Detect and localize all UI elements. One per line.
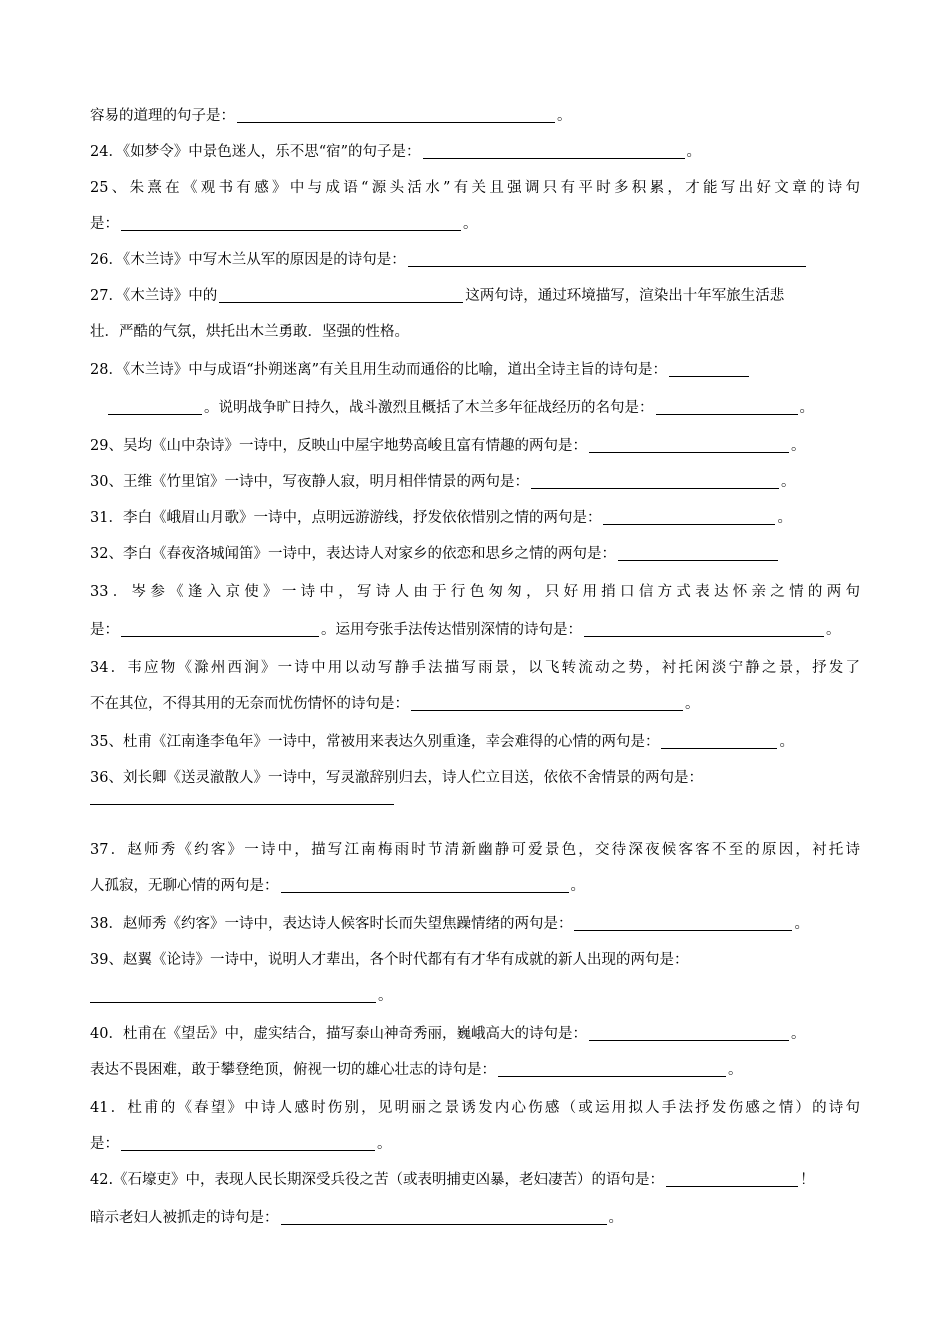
question-35 <box>90 732 860 752</box>
question-41-line2 <box>90 1134 860 1154</box>
question-text: 24．《如梦令》中景色迷人，乐不思“宿”的句子是： <box>90 144 421 160</box>
question-33 <box>90 582 860 602</box>
question-25 <box>90 178 860 198</box>
question-text: 表达不畏困难，敢于攀登绝顶，俯视一切的雄心壮志的诗句是： <box>90 1062 496 1078</box>
answer-blank[interactable] <box>121 620 319 637</box>
question-text: 。 <box>378 988 393 1004</box>
question-text: 26．《木兰诗》中写木兰从军的原因是的诗句是： <box>90 252 406 268</box>
question-38 <box>90 914 860 934</box>
answer-blank[interactable] <box>281 1208 607 1225</box>
question-32 <box>90 544 860 564</box>
question-text: 是： <box>90 216 119 232</box>
question-40 <box>90 1024 860 1044</box>
question-text: 31．李白《峨眉山月歌》一诗中，点明远游游线，抒发依依惜别之情的两句是： <box>90 510 602 526</box>
question-text: 41．杜甫的《春望》中诗人感时伤别，见明丽之景诱发内心伤感（或运用拟人手法抒发伤感之情）的诗句 <box>90 1100 860 1116</box>
question-28 <box>90 360 860 380</box>
question-text: 。 <box>463 216 478 232</box>
question-33-line2 <box>90 620 860 640</box>
answer-blank[interactable] <box>90 804 394 805</box>
question-37-line2 <box>90 876 860 896</box>
question-text: 是： <box>90 622 119 638</box>
question-39 <box>90 950 860 970</box>
answer-blank[interactable] <box>618 544 778 561</box>
question-31 <box>90 508 860 528</box>
answer-blank[interactable] <box>408 250 806 267</box>
question-text: 。 <box>685 696 700 712</box>
question-39-line2 <box>90 986 860 1006</box>
answer-blank[interactable] <box>281 876 569 893</box>
question-text: 。 <box>728 1062 743 1078</box>
answer-blank[interactable] <box>121 1134 375 1151</box>
question-text: ！ <box>800 1172 815 1188</box>
question-26 <box>90 250 860 270</box>
question-text: 30、王维《竹里馆》一诗中，写夜静人寂，明月相伴情景的两句是： <box>90 474 529 490</box>
answer-blank[interactable] <box>423 142 685 159</box>
answer-blank[interactable] <box>656 398 798 415</box>
question-text: 。 <box>557 108 572 124</box>
question-28-line2 <box>106 398 860 418</box>
question-text: 34．韦应物《滁州西涧》一诗中用以动写静手法描写雨景，以飞转流动之势，衬托闲淡宁静之景，抒发了 <box>90 660 860 676</box>
question-23-continuation <box>90 106 860 126</box>
answer-blank[interactable] <box>90 986 376 1003</box>
answer-blank[interactable] <box>661 732 777 749</box>
question-text: 。 <box>608 1210 623 1226</box>
question-30 <box>90 472 860 492</box>
question-text: 42.《石壕吏》中，表现人民长期深受兵役之苦（或表明捕吏凶暴，老妇凄苦）的语句是： <box>90 1172 665 1188</box>
question-text: 25、朱熹在《观书有感》中与成语“源头活水”有关且强调只有平时多积累，才能写出好文章的诗句 <box>90 180 860 196</box>
answer-blank[interactable] <box>669 360 749 377</box>
answer-blank[interactable] <box>603 508 775 525</box>
question-text: 。 <box>777 510 792 526</box>
answer-blank[interactable] <box>589 436 789 453</box>
question-24 <box>90 142 860 162</box>
question-text: 40．杜甫在《望岳》中，虚实结合，描写泰山神奇秀丽，巍峨高大的诗句是： <box>90 1026 587 1042</box>
question-34-line2 <box>90 694 860 714</box>
question-text: 37．赵师秀《约客》一诗中，描写江南梅雨时节清新幽静可爱景色，交待深夜候客客不至的原因，衬托诗 <box>90 842 860 858</box>
question-text: 。运用夸张手法传达惜别深情的诗句是： <box>321 622 582 638</box>
question-40-line2 <box>90 1060 860 1080</box>
answer-blank[interactable] <box>584 620 824 637</box>
question-text: 不在其位，不得其用的无奈而忧伤情怀的诗句是： <box>90 696 409 712</box>
question-42 <box>90 1170 860 1190</box>
question-text: 33．岑参《逢入京使》一诗中，写诗人由于行色匆匆，只好用捎口信方式表达怀亲之情的两句 <box>90 584 860 600</box>
question-text: 。 <box>686 144 702 160</box>
question-42-line2 <box>90 1208 860 1228</box>
question-text: 29、吴均《山中杂诗》一诗中，反映山中屋宇地势高峻且富有情趣的两句是： <box>90 438 587 454</box>
answer-blank[interactable] <box>108 398 202 415</box>
question-text: 。 <box>790 1026 806 1042</box>
question-text: 。 <box>794 916 809 932</box>
question-text: 35、杜甫《江南逢李龟年》一诗中，常被用来表达久别重逢，幸会难得的心情的两句是： <box>90 734 660 750</box>
answer-blank[interactable] <box>219 286 463 303</box>
question-29 <box>90 436 860 456</box>
answer-blank[interactable] <box>411 694 683 711</box>
question-text: 人孤寂，无聊心情的两句是： <box>90 878 279 894</box>
question-text: 36、刘长卿《送灵澈散人》一诗中，写灵澈辞别归去，诗人伫立目送，依依不舍情景的两句是： <box>90 770 703 786</box>
question-text: 。 <box>826 622 841 638</box>
answer-blank[interactable] <box>589 1024 789 1041</box>
question-text: 。 <box>570 878 585 894</box>
question-text: 27．《木兰诗》中的 <box>90 288 218 304</box>
question-text: 容易的道理的句子是： <box>90 108 235 124</box>
question-text: 。 <box>799 400 814 416</box>
question-text: 39、赵翼《论诗》一诗中，说明人才辈出，各个时代都有有才华有成就的新人出现的两句是： <box>90 952 689 968</box>
question-text: 。 <box>377 1136 392 1152</box>
question-text: 32、李白《春夜洛城闻笛》一诗中，表达诗人对家乡的依恋和思乡之情的两句是： <box>90 546 616 562</box>
answer-blank[interactable] <box>531 472 779 489</box>
answer-blank[interactable] <box>498 1060 726 1077</box>
question-36 <box>90 768 860 788</box>
question-text: 壮．严酷的气氛，烘托出木兰勇敢．坚强的性格。 <box>90 324 409 340</box>
question-text: 暗示老妇人被抓走的诗句是： <box>90 1210 279 1226</box>
question-text: 这两句诗，通过环境描写，渲染出十年军旅生活悲 <box>465 288 785 304</box>
question-37 <box>90 840 860 860</box>
answer-blank[interactable] <box>237 106 555 123</box>
question-text: 。 <box>779 734 794 750</box>
answer-blank[interactable] <box>121 214 461 231</box>
question-text: 是： <box>90 1136 119 1152</box>
question-27 <box>90 286 860 306</box>
question-text: 。 <box>790 438 806 454</box>
question-text: 28．《木兰诗》中与成语“扑朔迷离”有关且用生动而通俗的比喻，道出全诗主旨的诗句是： <box>90 362 668 378</box>
question-text: 。说明战争旷日持久，战斗激烈且概括了木兰多年征战经历的名句是： <box>204 400 654 416</box>
question-text: 。 <box>780 474 796 490</box>
question-25-line2 <box>90 214 860 234</box>
question-41 <box>90 1098 860 1118</box>
question-text: 38．赵师秀《约客》一诗中，表达诗人候客时长而失望焦躁情绪的两句是： <box>90 916 573 932</box>
question-34 <box>90 658 860 678</box>
answer-blank[interactable] <box>666 1170 798 1187</box>
question-27-line2 <box>90 322 860 342</box>
answer-blank[interactable] <box>574 914 792 931</box>
